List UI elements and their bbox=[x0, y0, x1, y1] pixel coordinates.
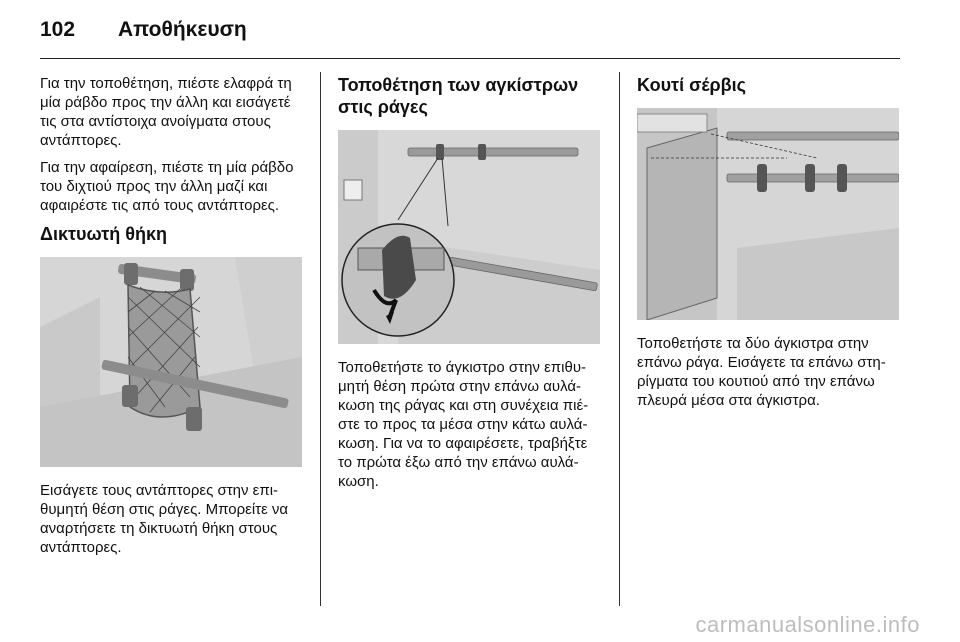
column-2 bbox=[338, 74, 600, 499]
heading-net-pocket: Δικτυωτή θήκη bbox=[40, 224, 167, 244]
column-divider-1 bbox=[320, 72, 321, 606]
header-rule bbox=[40, 58, 900, 59]
page-number: 102 bbox=[40, 18, 76, 41]
service-box-illustration bbox=[637, 108, 899, 320]
caption-hooks-on-rails: Τοποθετήστε το άγκιστρο στην επιθυ-μητή θέση πρώτα στην επάνω αυλά-κωση της ράγας και στη συνέχεια πιέ-στε το προς τα μέσα στην κάτω αυλά-κωση. Για να το αφαιρέσετε, τραβήξτε το πρώτα έξω από την επάνω αυλά-κωση. bbox=[338, 359, 589, 490]
net-pocket-illustration bbox=[40, 257, 302, 467]
hooks-on-rails-illustration bbox=[338, 130, 600, 344]
section-title: Αποθήκευση bbox=[118, 18, 247, 41]
column-1 bbox=[40, 74, 306, 565]
paragraph-remove: Για την αφαίρεση, πιέστε τη μία ράβδο του διχτιού προς την άλλη μαζί και αφαιρέστε τις από τους αντάπτορες. bbox=[40, 159, 294, 214]
paragraph-install: Για την τοποθέτηση, πιέστε ελαφρά τη μία ράβδο προς την άλλη και εισάγετέ τις στα αντίστοιχα ανοίγματα στους αντάπτορες. bbox=[40, 75, 292, 149]
column-divider-2 bbox=[619, 72, 620, 606]
caption-service-box: Τοποθετήστε τα δύο άγκιστρα στην επάνω ράγα. Εισάγετε τα επάνω στη-ρίγματα του κουτιού από την επάνω πλευρά μέσα στα άγκιστρα. bbox=[637, 335, 886, 409]
heading-hooks-on-rails: Τοποθέτηση των αγκίστρων στις ράγες bbox=[338, 75, 579, 117]
caption-net-pocket: Εισάγετε τους αντάπτορες στην επι-θυμητή θέση στις ράγες. Μπορείτε να αναρτήσετε τη δικτυωτή θήκη στους αντάπτορες. bbox=[40, 482, 289, 556]
watermark: carmanualsonline.info bbox=[695, 612, 920, 637]
page-header bbox=[40, 18, 247, 42]
heading-service-box: Κουτί σέρβις bbox=[637, 75, 747, 95]
column-3 bbox=[637, 74, 901, 418]
